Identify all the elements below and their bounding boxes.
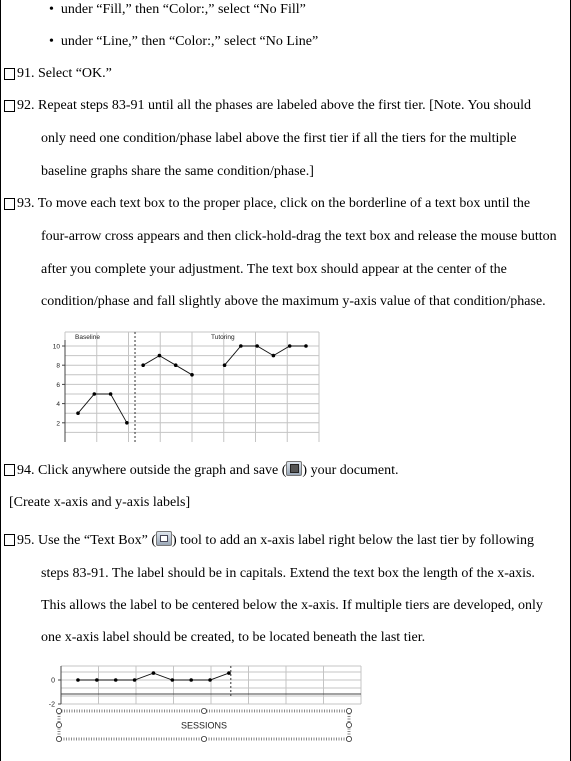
data-point (76, 411, 80, 415)
bullet-fill: • under “Fill,” then “Color:,” select “No Fill” (49, 2, 306, 17)
data-point (171, 678, 175, 682)
step-95-line-4: one x-axis label should be created, to be located beneath the last tier. (41, 630, 426, 645)
resize-handle (346, 722, 351, 727)
resize-handle (346, 736, 351, 741)
data-point (93, 392, 97, 396)
data-point (288, 344, 292, 348)
y-tick-label: 2 (56, 420, 60, 428)
data-point (114, 678, 118, 682)
step-95-line-3: This allows the label to be centered below the x-axis. If multiple tiers are developed, only (41, 598, 543, 613)
y-tick-label: -2 (48, 701, 55, 709)
step-92-line-3: baseline graphs share the same condition/phase.] (41, 164, 314, 179)
resize-handle (201, 736, 206, 741)
data-point (109, 392, 113, 396)
text-box-icon (156, 531, 172, 546)
resize-handle (201, 708, 206, 713)
resize-handle (56, 708, 61, 713)
step-95-line-1: 95. Use the “Text Box” ( ) tool to add an x-axis label right below the last tier by following (17, 533, 534, 548)
phase-label: Baseline (75, 334, 100, 341)
data-point (190, 373, 194, 377)
step-93-line-3: after you complete your adjustment. The text box should appear at the center of the (41, 262, 507, 277)
step-91-text: 91. Select “OK.” (17, 66, 112, 81)
y-tick-label: 4 (56, 401, 60, 409)
data-point (125, 421, 129, 425)
sessions-graph (41, 660, 363, 742)
data-point (239, 344, 243, 348)
section-heading: [Create x-axis and y-axis labels] (9, 495, 191, 510)
step-92-line-1: 92. Repeat steps 83-91 until all the phases are labeled above the first tier. [Note. You should (17, 98, 532, 113)
baseline-tutoring-graph (39, 330, 321, 446)
data-point (133, 678, 137, 682)
data-point (255, 344, 259, 348)
resize-handle (56, 722, 61, 727)
data-point (141, 363, 145, 367)
y-tick-label: 10 (52, 343, 60, 351)
y-tick-label: 6 (56, 381, 60, 389)
step-95-checkbox[interactable] (4, 534, 15, 546)
data-point (304, 344, 308, 348)
step-94-text: 94. Click anywhere outside the graph and save ( ) your document. (17, 463, 399, 478)
series-line (78, 394, 127, 423)
save-icon (286, 461, 302, 476)
data-point (152, 671, 156, 675)
data-point (76, 678, 80, 682)
x-axis-label: SESSIONS (180, 720, 228, 731)
data-point (189, 678, 193, 682)
step-94-checkbox[interactable] (4, 464, 15, 476)
step-93-line-2: four-arrow cross appears and then click-hold-drag the text box and release the mouse button (41, 229, 557, 244)
step-92-line-2: only need one condition/phase label above the first tier if all the tiers for the multiple (41, 131, 517, 146)
data-point (174, 363, 178, 367)
step-93-line-1: 93. To move each text box to the proper place, click on the borderline of a text box until the (17, 196, 531, 211)
data-point (95, 678, 99, 682)
data-point (158, 354, 162, 358)
step-93-checkbox[interactable] (4, 198, 15, 210)
data-point (223, 363, 227, 367)
data-point (272, 354, 276, 358)
step-95-line-2: steps 83-91. The label should be in capitals. Extend the text box the length of the x-axis. (41, 566, 535, 581)
y-tick-label: 0 (51, 677, 55, 685)
resize-handle (56, 736, 61, 741)
data-point (208, 678, 212, 682)
bullet-line: • under “Line,” then “Color:,” select “No Line” (49, 34, 319, 49)
phase-label: Tutoring (211, 334, 235, 341)
step-93-line-4: condition/phase and fall slightly above the maximum y-axis value of that condition/phase. (41, 294, 546, 309)
y-tick-label: 8 (56, 362, 60, 370)
step-91-checkbox[interactable] (4, 68, 15, 80)
resize-handle (346, 708, 351, 713)
step-92-checkbox[interactable] (4, 100, 15, 112)
data-point (227, 671, 231, 675)
